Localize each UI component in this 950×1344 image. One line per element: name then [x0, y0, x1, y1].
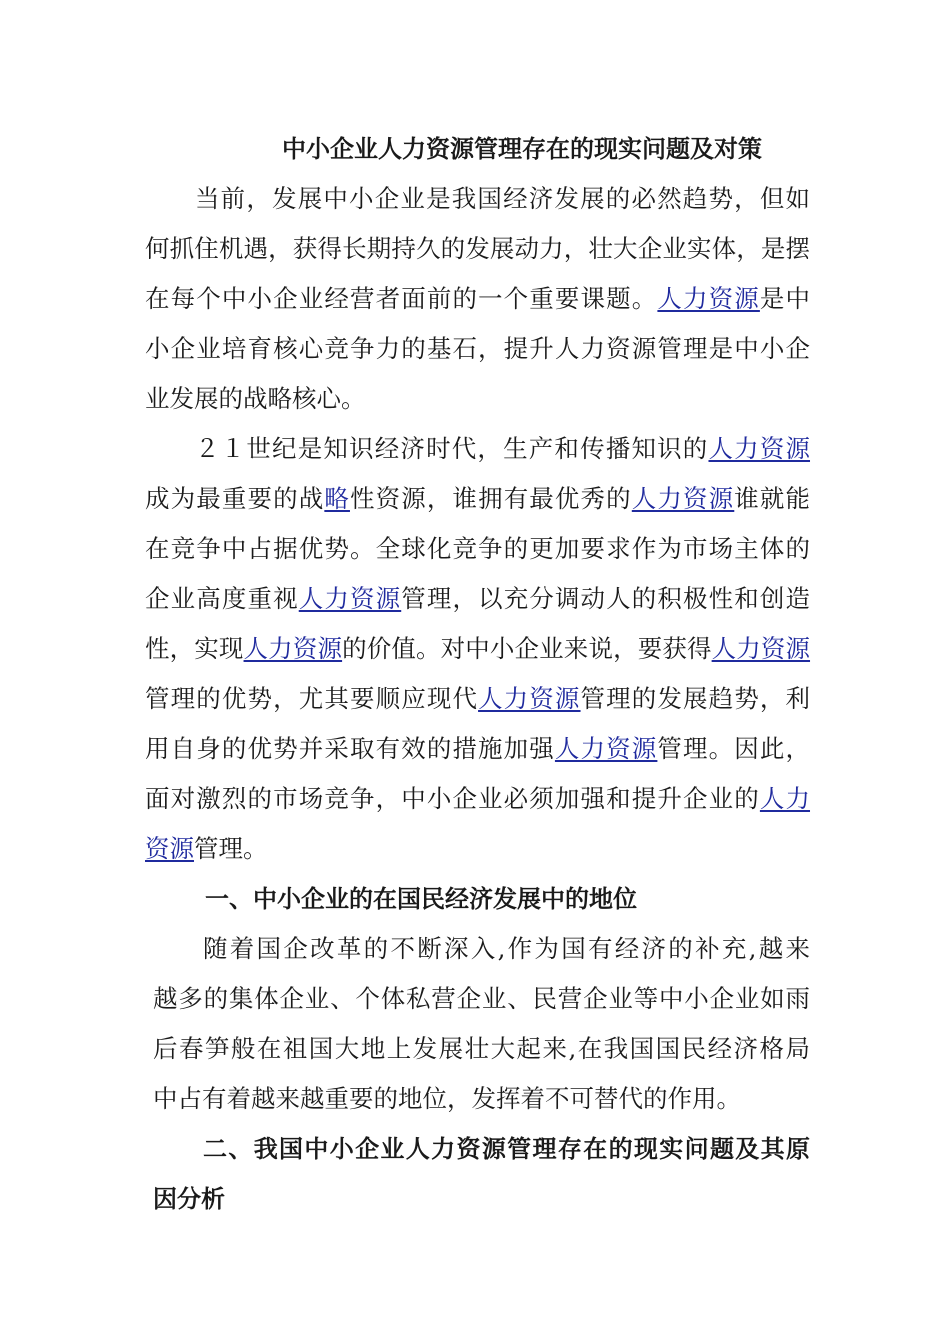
- paragraph-line: [145, 234, 810, 264]
- paragraph-line: [145, 334, 810, 364]
- document-title: 中小企业人力资源管理存在的现实问题及对策: [282, 134, 762, 163]
- text-run: 何抓住机遇，获得长期持久的发展动力，壮大企业实体，是摆: [145, 234, 810, 263]
- paragraph-line: [145, 484, 810, 514]
- paragraph-line: [145, 784, 810, 814]
- text-run: 在竞争中占据优势。全球化竞争的更加要求作为市场主体的: [145, 534, 810, 563]
- paragraph-line: [203, 934, 810, 964]
- text-run: 的价值。对中小企业来说，要获得: [342, 634, 712, 663]
- text-run: ２１世纪是知识经济时代，生产和传播知识的: [195, 434, 709, 463]
- paragraph-line: [145, 284, 810, 314]
- text-run: 小企业培育核心竞争力的基石，提升人力资源管理是中小企: [145, 334, 810, 363]
- hr-link[interactable]: 人力资源: [554, 734, 658, 763]
- text-run: 管理。因此，: [657, 734, 811, 763]
- text-run: 用自身的优势并采取有效的措施加强: [145, 734, 555, 763]
- paragraph-line: [153, 1084, 810, 1114]
- paragraph-line: [145, 584, 810, 614]
- hr-link[interactable]: 人力资源: [657, 284, 760, 313]
- section-heading-continued: 因分析: [153, 1184, 225, 1213]
- text-run: 中占有着越来越重要的地位，发挥着不可替代的作用。: [153, 1084, 741, 1113]
- text-run: 在每个中小企业经营者面前的一个重要课题。: [145, 284, 658, 313]
- text-run: 性，实现: [145, 634, 244, 663]
- hr-link[interactable]: 人力资源: [708, 434, 811, 463]
- paragraph-line: [153, 1034, 810, 1064]
- hr-link[interactable]: 人力资源: [631, 484, 735, 513]
- section-heading: 一、中小企业的在国民经济发展中的地位: [205, 884, 637, 913]
- hr-link[interactable]: 资源: [145, 834, 194, 863]
- strategy-link[interactable]: 略: [324, 484, 350, 513]
- paragraph-line: [145, 634, 810, 664]
- paragraph-line: [145, 534, 810, 564]
- hr-link[interactable]: 人力资源: [298, 584, 402, 613]
- text-run: 管理，以充分调动人的积极性和创造: [401, 584, 811, 613]
- text-run: 当前，发展中小企业是我国经济发展的必然趋势，但如: [195, 184, 810, 213]
- text-run: 随着国企改革的不断深入,作为国有经济的补充,越来: [203, 934, 810, 963]
- text-run: 管理的发展趋势，利: [580, 684, 811, 713]
- paragraph-line: [145, 384, 810, 414]
- text-run: 企业高度重视: [145, 584, 299, 613]
- text-run: 后春笋般在祖国大地上发展壮大起来,在我国国民经济格局: [153, 1034, 810, 1063]
- text-run: 性资源，谁拥有最优秀的: [349, 484, 632, 513]
- text-run: 是中: [759, 284, 811, 313]
- text-run: 谁就能: [734, 484, 811, 513]
- paragraph-line: [195, 184, 810, 214]
- paragraph-line: [145, 734, 810, 764]
- text-run: 面对激烈的市场竞争，中小企业必须加强和提升企业的: [145, 784, 760, 813]
- hr-link[interactable]: 人力资源: [243, 634, 343, 663]
- text-run: 管理的优势，尤其要顺应现代: [145, 684, 479, 713]
- text-run: 管理。: [194, 834, 268, 863]
- paragraph-line: [145, 834, 810, 864]
- hr-link[interactable]: 人力: [759, 784, 811, 813]
- text-run: 业发展的战略核心。: [145, 384, 366, 413]
- paragraph-line: [145, 684, 810, 714]
- section-heading: 二、我国中小企业人力资源管理存在的现实问题及其原: [203, 1134, 810, 1163]
- paragraph-line: [153, 984, 810, 1014]
- hr-link[interactable]: 人力资源: [478, 684, 581, 713]
- text-run: 越多的集体企业、个体私营企业、民营企业等中小企业如雨: [153, 984, 810, 1013]
- paragraph-line: [195, 434, 810, 464]
- text-run: 成为最重要的战: [145, 484, 325, 513]
- hr-link[interactable]: 人力资源: [711, 634, 811, 663]
